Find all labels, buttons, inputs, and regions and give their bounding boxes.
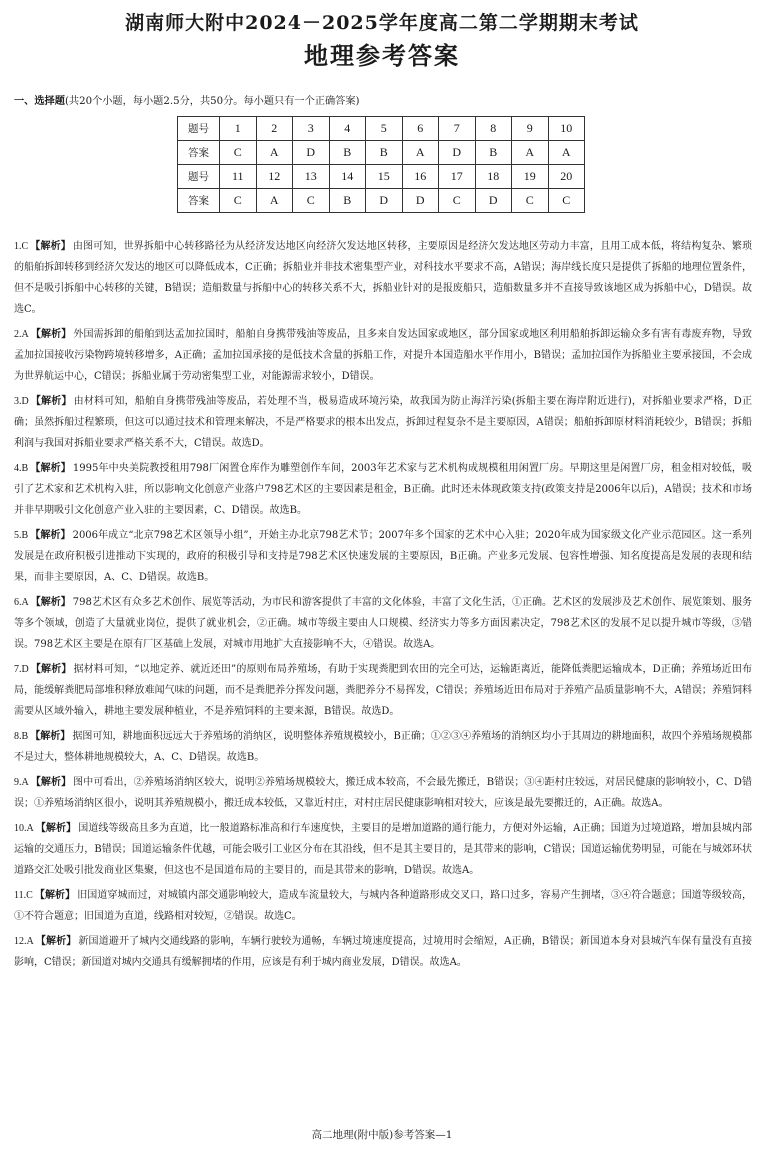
table-cell: 9 bbox=[512, 117, 549, 141]
question-answer: 6.A bbox=[14, 597, 29, 608]
explanation-item bbox=[14, 818, 752, 881]
explanation-text: 据图可知，耕地面积远远大于养殖场的消纳区，说明整体养殖规模较小，B正确；①②③④养殖场的消纳区均小于其周边的耕地面积，故四个养殖场规模都不是过大，整体耕地规模较大，A、C、D错误。故选B。 bbox=[14, 731, 752, 763]
table-cell: 10 bbox=[548, 117, 585, 141]
analysis-tag: 【解析】 bbox=[35, 823, 77, 834]
table-cell: 12 bbox=[256, 165, 293, 189]
table-cell: A bbox=[512, 141, 549, 165]
question-answer: 2.A bbox=[14, 329, 29, 340]
explanation-item bbox=[14, 324, 752, 387]
header-cell: 答案 bbox=[178, 141, 220, 165]
table-cell: 14 bbox=[329, 165, 366, 189]
answer-table bbox=[177, 116, 585, 213]
analysis-tag: 【解析】 bbox=[30, 329, 72, 340]
explanation-item bbox=[14, 659, 752, 722]
explanation-item bbox=[14, 772, 752, 814]
explanation-text: 外国需拆卸的船舶到达孟加拉国时，船舶自身携带残油等废品，且多来自发达国家或地区，部分国家或地区利用船舶拆卸运输众多有害有毒废弃物，导致孟加拉国接收污染物跨境转移增多，A正确；孟加拉国承接的是低技术含量的拆船工作，对提升本国造船水平作用小，B错误；孟加拉国作为拆船业主要承接国，不会成为世界航运中心，C错误；拆船业属于劳动密集型工业，对能源需求较小，D错误。 bbox=[14, 329, 753, 382]
explanation-text: 图中可看出，②养殖场消纳区较大，说明②养殖场规模较大，搬迁成本较高，不会最先搬迁，B错误；③④距村庄较远，对居民健康的影响较小，C、D错误；①养殖场消纳区很小，说明其养殖规模小，搬迁成本较低，又靠近村庄，对村庄居民健康影响相对较大，应该是最先要搬迁的，A正确。故选A。 bbox=[14, 777, 752, 809]
question-answer: 1.C bbox=[14, 241, 29, 252]
table-cell: C bbox=[548, 189, 585, 213]
table-cell: 11 bbox=[220, 165, 257, 189]
page-footer: 高二地理(附中版)参考答案—1 bbox=[311, 1129, 453, 1141]
table-cell: 8 bbox=[475, 117, 512, 141]
analysis-tag: 【解析】 bbox=[30, 777, 72, 788]
question-answer: 3.D bbox=[14, 396, 29, 407]
table-cell: B bbox=[475, 141, 512, 165]
table-cell: 19 bbox=[512, 165, 549, 189]
table-row bbox=[178, 141, 585, 165]
table-cell: D bbox=[402, 189, 439, 213]
explanation-item bbox=[14, 592, 752, 655]
analysis-tag: 【解析】 bbox=[30, 664, 72, 675]
table-cell: 3 bbox=[293, 117, 330, 141]
explanation-text: 由图可知，世界拆船中心转移路径为从经济发达地区向经济欠发达地区转移，主要原因是经济欠发达地区劳动力丰富，且用工成本低，将结构复杂、繁琐的船舶拆卸转移到经济欠发达的地区可以降低成本，C正确；拆船业并非技术密集型产业，对科技水平要求不高，A错误；海岸线长度只是提供了拆船的地理位置条件，但不是吸引拆船中心转移的关键，B错误；造船数量与拆船中心的转移关系不大，拆船业针对的是报废船只，造船数量多并不直接导致该地区成为拆船中心，D错误。故选C。 bbox=[14, 241, 753, 315]
explanation-text: 798艺术区有众多艺术创作、展览等活动，为市民和游客提供了丰富的文化体验，丰富了文化生活，①正确。艺术区的发展涉及艺术创作、展览策划、服务等多个领域，创造了大量就业岗位，提供了就业机会，②正确。城市等级主要由人口规模、经济实力等多方面因素决定，798艺术区的发展不足以提升城市等级，③错误。798艺术区主要是在原有厂区基础上发展，对城市用地扩大直接影响不大，④错误。故选A。 bbox=[14, 597, 752, 650]
table-cell: B bbox=[366, 141, 403, 165]
explanation-item bbox=[14, 458, 752, 521]
table-cell: D bbox=[439, 141, 476, 165]
question-answer: 12.A bbox=[14, 936, 34, 947]
explanation-item bbox=[14, 525, 752, 588]
table-cell: 17 bbox=[439, 165, 476, 189]
analysis-tag: 【解析】 bbox=[30, 241, 71, 252]
table-cell: C bbox=[512, 189, 549, 213]
question-answer: 7.D bbox=[14, 664, 29, 675]
analysis-tag: 【解析】 bbox=[30, 463, 71, 474]
table-row bbox=[178, 189, 585, 213]
explanation-text: 由材料可知，船舶自身携带残油等废品，若处理不当，极易造成环境污染，故我国为防止海洋污染(拆船主要在海岸附近进行)，对拆船业要求严格，D正确；虽然拆船过程繁琐，但这可以通过技术和管理来解决，不是严格要求的根本出发点，拆卸过程复杂不是主要原因，A错误；船舶拆卸原材料消耗较少，B错误；拆船利润与我国对拆船业要求严格关系不大，C错误。故选D。 bbox=[14, 396, 752, 449]
table-cell: C bbox=[220, 141, 257, 165]
explanation-text: 旧国道穿城而过，对城镇内部交通影响较大，造成车流量较大，与城内各种道路形成交叉口，路口过多，容易产生拥堵，③④符合题意；国道等级较高，①不符合题意；旧国道为直道，线路相对较短，②错误。故选C。 bbox=[14, 890, 753, 922]
explanation-item bbox=[14, 236, 752, 320]
table-cell: 2 bbox=[256, 117, 293, 141]
table-cell: C bbox=[439, 189, 476, 213]
table-cell: A bbox=[256, 189, 293, 213]
exam-title: 湖南师大附中2024－2025学年度高二第二学期期末考试 bbox=[125, 12, 639, 34]
table-cell: A bbox=[256, 141, 293, 165]
table-cell: D bbox=[293, 141, 330, 165]
section-note: (共20个小题，每小题2.5分，共50分。每小题只有一个正确答案) bbox=[64, 96, 360, 107]
table-cell: 16 bbox=[402, 165, 439, 189]
explanation-item bbox=[14, 931, 752, 973]
analysis-tag: 【解析】 bbox=[30, 597, 71, 608]
table-row bbox=[178, 165, 585, 189]
table-cell: 15 bbox=[366, 165, 403, 189]
table-cell: 18 bbox=[475, 165, 512, 189]
table-cell: B bbox=[329, 141, 366, 165]
explanation-item bbox=[14, 885, 752, 927]
question-answer: 4.B bbox=[14, 463, 29, 474]
table-cell: B bbox=[329, 189, 366, 213]
analysis-tag: 【解析】 bbox=[35, 936, 77, 947]
table-cell: A bbox=[402, 141, 439, 165]
explanation-text: 新国道避开了城内交通线路的影响，车辆行驶较为通畅，车辆过境速度提高，过境用时会缩短，A正确，B错误；新国道本身对县城汽车保有量没有直接影响，C错误；新国道对城内交通具有缓解拥堵的作用，应该是有利于城内商业发展，D错误。故选A。 bbox=[14, 936, 752, 968]
question-answer: 8.B bbox=[14, 731, 29, 742]
explanation-item bbox=[14, 391, 752, 454]
explanation-text: 国道线等级高且多为直道，比一般道路标准高和行车速度快，主要目的是增加道路的通行能力，方便对外运输，A正确；国道为过境道路，增加县城内部运输的交通压力，B错误；国道运输条件优越，可能会吸引工业区分布在其沿线，但不是其主要目的，是其带来的影响，C错误；国道运输优势明显，可能在与城郊环状道路交汇处吸引批发商业区集聚，但这也不是国道布局的主要目的，而是其带来的影响，D错误。故选A。 bbox=[14, 823, 752, 876]
analysis-tag: 【解析】 bbox=[30, 530, 71, 541]
table-cell: 13 bbox=[293, 165, 330, 189]
explanation-text: 2006年成立“北京798艺术区领导小组”，开始主办北京798艺术节；2007年多个国家的艺术中心入驻；2020年成为国家级文化产业示范园区。这一系列发展是在政府积极引进推动下实现的，政府的积极引导和支持是798艺术区快速发展的主要原因，B正确。产业多元发展、包容性增强、知名度提高是发展的表现和结果，而非主要原因，A、C、D错误。故选B。 bbox=[14, 530, 753, 583]
answer-subtitle: 地理参考答案 bbox=[304, 41, 460, 70]
table-cell: 1 bbox=[220, 117, 257, 141]
table-row bbox=[178, 117, 585, 141]
explanation-text: 据材料可知，“以地定养、就近还田”的原则布局养殖场，有助于实现粪肥到农田的完全可达，运输距离近，能降低粪肥运输成本，D正确；养殖场近田布局，能缓解粪肥局部堆积释放难闻气味的问题，而不是粪肥养分挥发问题，粪肥养分不易挥发，C错误；养殖场近田布局对于养殖产品质量影响不大，A错误；养殖饲料需要从区域外输入，耕地主要发展种植业，不是养殖饲料的主要来源，B错误。故选D。 bbox=[14, 664, 752, 717]
table-cell: C bbox=[293, 189, 330, 213]
table-cell: 5 bbox=[366, 117, 403, 141]
question-answer: 11.C bbox=[14, 890, 33, 901]
table-cell: 4 bbox=[329, 117, 366, 141]
analysis-tag: 【解析】 bbox=[30, 731, 71, 742]
table-cell: 6 bbox=[402, 117, 439, 141]
table-cell: C bbox=[220, 189, 257, 213]
explanation-text: 1995年中央美院教授租用798厂闲置仓库作为雕塑创作车间，2003年艺术家与艺术机构成规模租用闲置厂房。早期这里是闲置厂房，租金相对较低，吸引了艺术家和艺术机构入驻，所以影响文化创意产业落户798艺术区的主要因素是租金，B正确。此时还未体现政策支持(政策支持是2006年以后)，A错误；技术和市场并非早期吸引文化创意产业入驻的主要因素，C、D错误。故选B。 bbox=[14, 463, 752, 516]
question-answer: 10.A bbox=[14, 823, 34, 834]
section-heading bbox=[14, 92, 360, 107]
analysis-tag: 【解析】 bbox=[30, 396, 72, 407]
header-cell: 题号 bbox=[178, 117, 220, 141]
table-cell: D bbox=[475, 189, 512, 213]
header-cell: 题号 bbox=[178, 165, 220, 189]
table-cell: D bbox=[366, 189, 403, 213]
analysis-tag: 【解析】 bbox=[34, 890, 76, 901]
explanation-list bbox=[14, 236, 752, 977]
question-answer: 9.A bbox=[14, 777, 29, 788]
header-cell: 答案 bbox=[178, 189, 220, 213]
table-cell: 7 bbox=[439, 117, 476, 141]
question-answer: 5.B bbox=[14, 530, 29, 541]
explanation-item bbox=[14, 726, 752, 768]
table-cell: 20 bbox=[548, 165, 585, 189]
table-cell: A bbox=[548, 141, 585, 165]
section-label: 一、选择题 bbox=[14, 96, 65, 107]
